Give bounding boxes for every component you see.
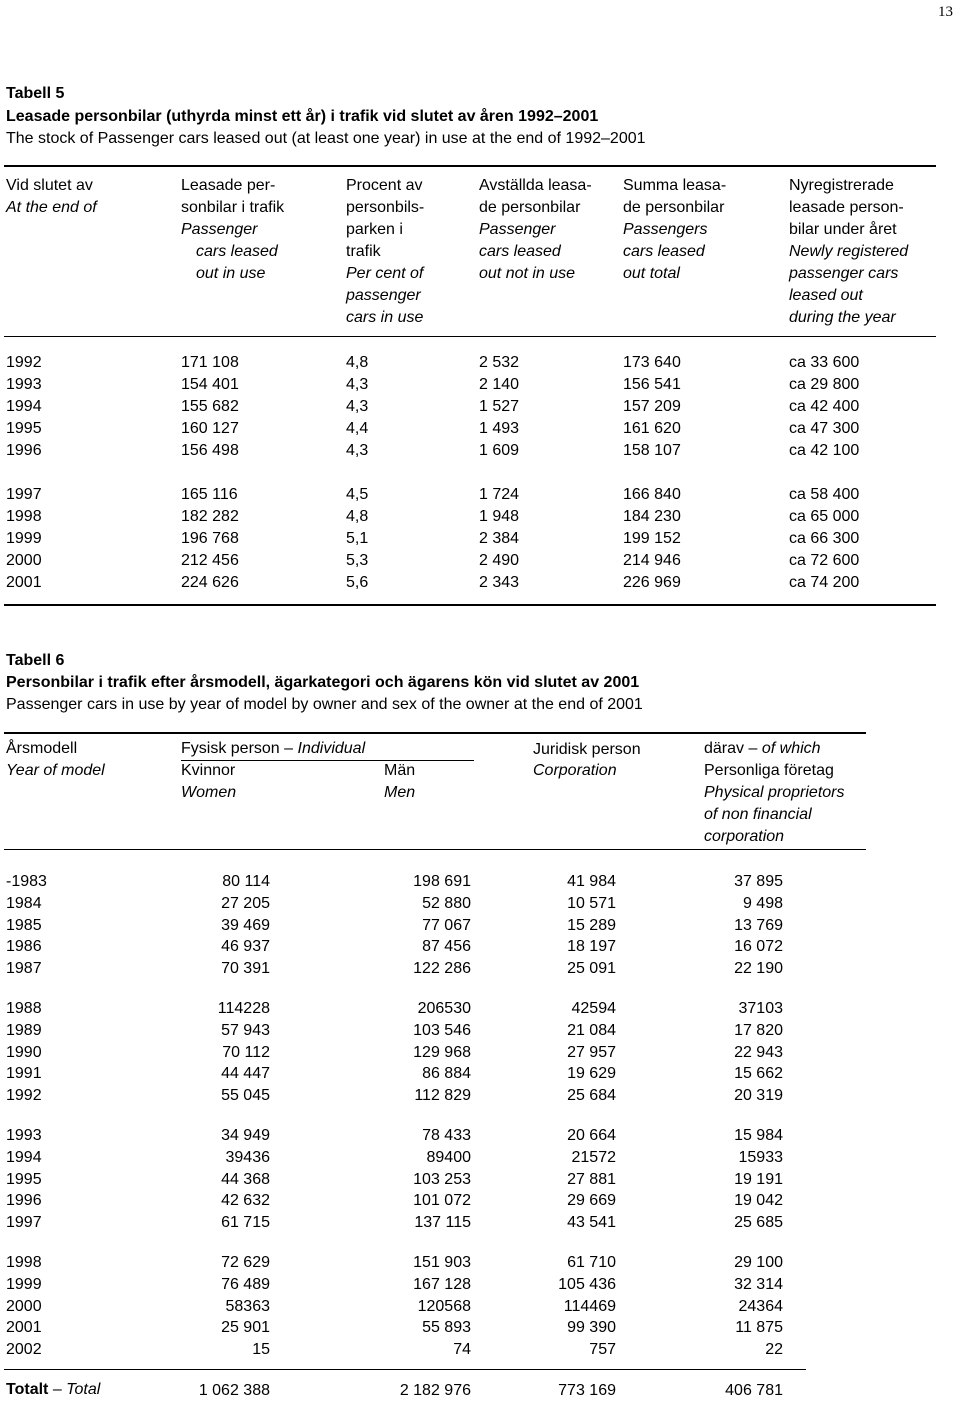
t6-row-year: -1983 xyxy=(6,873,47,890)
t6-cell: 10 571 xyxy=(567,894,616,912)
t5-row-year: 1995 xyxy=(6,420,42,437)
table6-top-rule xyxy=(4,732,866,734)
t6-total-en: Total xyxy=(66,1381,101,1398)
t6-cell: 74 xyxy=(453,1341,471,1359)
table6-title-sv: Personbilar i trafik efter årsmodell, ägarkategori och ägarens kön vid slutet av 2001 xyxy=(6,674,640,691)
table5-label: Tabell 5 xyxy=(6,85,65,102)
t5-cell: 5,6 xyxy=(346,574,369,591)
t5-col5-line5: leased out xyxy=(789,287,863,304)
t6-cell: 39436 xyxy=(225,1148,270,1166)
t6-cell: 58363 xyxy=(225,1297,270,1315)
t6-fysisk-sv: Fysisk person xyxy=(181,740,280,757)
t5-cell: 2 384 xyxy=(479,530,520,547)
table5-top-rule xyxy=(4,165,936,167)
t6-men-sv: Män xyxy=(384,762,416,779)
t6-row-year: 1990 xyxy=(6,1043,42,1061)
t6-cell: 37103 xyxy=(738,1000,783,1017)
t6-row-year: 1987 xyxy=(6,960,42,978)
t6-cell: 42594 xyxy=(571,1000,616,1017)
t6-year-sv: Årsmodell xyxy=(6,740,78,757)
t6-cell: 9 498 xyxy=(742,894,783,912)
t5-row-year: 2001 xyxy=(6,574,42,591)
t5-row-year: 1997 xyxy=(6,486,42,503)
t6-cell: 55 045 xyxy=(221,1087,270,1105)
t6-cell: 206530 xyxy=(417,1000,471,1017)
t5-cell: 161 620 xyxy=(623,420,681,437)
t6-cell: 105 436 xyxy=(558,1275,616,1293)
t5-cell: 1 609 xyxy=(479,442,520,459)
t6-fysisk-en: Individual xyxy=(297,740,366,757)
t5-col1-line1: sonbilar i trafik xyxy=(181,199,285,216)
t5-cell: ca 42 100 xyxy=(789,442,860,459)
t5-cell: 158 107 xyxy=(623,442,681,459)
t5-col4-line4: out total xyxy=(623,265,680,282)
t6-cell: 16 072 xyxy=(734,938,783,956)
t5-cell: ca 74 200 xyxy=(789,574,860,591)
t6-row-year: 1992 xyxy=(6,1087,42,1105)
t5-col2-line4: Per cent of xyxy=(346,265,424,282)
t6-row-year: 1995 xyxy=(6,1170,42,1188)
table5-title-en: The stock of Passenger cars leased out (at least one year) in use at the end of 1992–2001 xyxy=(6,130,646,147)
t6-women-en: Women xyxy=(181,784,237,801)
t5-cell: 212 456 xyxy=(181,552,239,569)
t5-col1-line0: Leasade per- xyxy=(181,177,276,194)
t6-men-en: Men xyxy=(384,784,416,801)
t6-cell: 34 949 xyxy=(221,1127,270,1144)
t6-row-year: 1989 xyxy=(6,1021,42,1039)
t5-cell: 4,3 xyxy=(346,376,369,393)
t6-row-year: 1984 xyxy=(6,894,42,912)
t5-col4-line1: de personbilar xyxy=(623,199,725,216)
t6-cell: 114469 xyxy=(563,1297,616,1315)
table5-title-sv: Leasade personbilar (uthyrda minst ett år) i trafik vid slutet av åren 1992–2001 xyxy=(6,108,599,125)
t5-col5-line2: bilar under året xyxy=(789,221,897,238)
t5-row-year: 1996 xyxy=(6,442,42,459)
t5-col3-line3: cars leased xyxy=(479,243,561,260)
t6-cell: 25 901 xyxy=(221,1319,270,1337)
t6-cell: 22 xyxy=(765,1341,783,1359)
t6-cell: 101 072 xyxy=(413,1192,471,1210)
t5-col5-line0: Nyregistrerade xyxy=(789,177,894,194)
t5-cell: 1 527 xyxy=(479,398,520,415)
t6-darav-sv: därav xyxy=(704,740,745,757)
t6-cell: 757 xyxy=(589,1341,616,1359)
t6-cell: 21572 xyxy=(571,1148,616,1166)
t6-row-year: 1993 xyxy=(6,1127,42,1144)
t6-cell: 77 067 xyxy=(422,916,471,934)
t6-juridisk-sv: Juridisk person xyxy=(533,741,641,758)
t5-cell: 4,3 xyxy=(346,442,369,459)
t5-cell: 4,8 xyxy=(346,508,369,525)
t5-cell: 157 209 xyxy=(623,398,681,415)
t5-col5-line4: passenger cars xyxy=(789,265,899,282)
t5-col5-line1: leasade person- xyxy=(789,199,904,216)
t6-cell: 20 664 xyxy=(567,1127,616,1144)
t6-cell: 57 943 xyxy=(221,1021,270,1039)
t6-darav-en: of which xyxy=(761,740,821,757)
t6-pers-sv: Personliga företag xyxy=(704,762,834,779)
t6-cell: 19 629 xyxy=(567,1065,616,1083)
t6-cell: 13 769 xyxy=(734,916,783,934)
t6-row-year: 1998 xyxy=(6,1254,42,1271)
t5-cell: 5,1 xyxy=(346,530,369,547)
t6-cell: 61 715 xyxy=(221,1214,270,1232)
t6-cell: 41 984 xyxy=(567,873,616,890)
t5-cell: ca 58 400 xyxy=(789,486,860,503)
t5-col2-line0: Procent av xyxy=(346,177,423,194)
t5-col5-line6: during the year xyxy=(789,309,896,326)
t6-cell: 151 903 xyxy=(413,1254,471,1271)
t5-col0-line0: Vid slutet av xyxy=(6,177,93,194)
t5-row-year: 1993 xyxy=(6,376,42,393)
t5-cell: 156 498 xyxy=(181,442,239,459)
t6-cell: 55 893 xyxy=(422,1319,471,1337)
t6-cell: 25 685 xyxy=(734,1214,783,1232)
t6-cell: 89400 xyxy=(426,1148,471,1166)
t5-col1-line3: cars leased xyxy=(196,243,278,260)
t5-cell: 171 108 xyxy=(181,354,239,371)
t5-row-year: 1998 xyxy=(6,508,42,525)
t6-pers-en1: Physical proprietors xyxy=(704,784,845,801)
t6-cell: 25 684 xyxy=(567,1087,616,1105)
t6-cell: 24364 xyxy=(738,1297,783,1315)
t5-col3-line1: de personbilar xyxy=(479,199,581,216)
t6-cell: 44 447 xyxy=(221,1065,270,1083)
t6-row-year: 1997 xyxy=(6,1214,42,1232)
t6-cell: 27 205 xyxy=(221,894,270,912)
t5-cell: ca 65 000 xyxy=(789,508,860,525)
t6-cell: 52 880 xyxy=(422,894,471,912)
t6-row-year: 1986 xyxy=(6,938,42,956)
t5-cell: 184 230 xyxy=(623,508,681,525)
t5-col2-line5: passenger xyxy=(346,287,421,304)
t5-cell: 2 140 xyxy=(479,376,520,393)
t6-cell: 15 xyxy=(252,1341,270,1359)
t6-cell: 18 197 xyxy=(567,938,616,956)
t5-cell: 154 401 xyxy=(181,376,239,393)
t6-cell: 19 191 xyxy=(734,1170,783,1188)
t6-pers-en3: corporation xyxy=(704,828,785,845)
t5-cell: ca 42 400 xyxy=(789,398,860,415)
t5-cell: 4,5 xyxy=(346,486,369,503)
t5-col2-line1: personbils- xyxy=(346,199,425,216)
t6-juridisk-en: Corporation xyxy=(533,762,617,779)
t5-col4-line3: cars leased xyxy=(623,243,705,260)
t5-cell: 173 640 xyxy=(623,354,681,371)
t6-cell: 61 710 xyxy=(567,1254,616,1271)
t5-cell: 4,3 xyxy=(346,398,369,415)
t5-cell: ca 47 300 xyxy=(789,420,860,437)
t5-col3-line0: Avställda leasa- xyxy=(479,177,592,194)
t6-cell: 120568 xyxy=(417,1297,471,1315)
t6-cell: 114228 xyxy=(217,1000,270,1017)
t5-cell: 156 541 xyxy=(623,376,681,393)
t5-cell: 165 116 xyxy=(181,486,238,503)
t6-cell: 137 115 xyxy=(414,1214,471,1232)
t6-row-year: 2002 xyxy=(6,1341,42,1359)
t6-cell: 103 253 xyxy=(413,1170,471,1188)
t5-row-year: 1992 xyxy=(6,354,42,371)
t6-cell: 27 881 xyxy=(567,1170,616,1188)
t5-cell: 182 282 xyxy=(181,508,239,525)
t6-cell: 22 190 xyxy=(734,960,783,978)
t6-cell: 43 541 xyxy=(567,1214,616,1232)
t5-cell: ca 33 600 xyxy=(789,354,860,371)
t5-cell: 2 532 xyxy=(479,354,520,371)
t6-row-year: 1994 xyxy=(6,1148,42,1166)
t6-cell: 29 669 xyxy=(567,1192,616,1210)
t6-cell: 70 112 xyxy=(222,1043,270,1061)
t6-cell: 44 368 xyxy=(221,1170,270,1188)
t6-cell: 25 091 xyxy=(567,960,616,978)
t5-cell: ca 66 300 xyxy=(789,530,860,547)
t6-row-year: 1985 xyxy=(6,916,42,934)
t6-row-year: 2000 xyxy=(6,1297,42,1315)
t5-col3-line2: Passenger xyxy=(479,221,556,238)
t6-total-cell: 773 169 xyxy=(558,1382,616,1399)
t6-total-cell: 2 182 976 xyxy=(399,1382,471,1399)
t5-col0-line1: At the end of xyxy=(6,199,97,216)
t5-row-year: 1994 xyxy=(6,398,42,415)
t6-cell: 15 662 xyxy=(734,1065,783,1083)
table5-header-rule xyxy=(4,336,936,337)
t5-cell: 155 682 xyxy=(181,398,239,415)
table6-label: Tabell 6 xyxy=(6,652,65,669)
t5-cell: 224 626 xyxy=(181,574,239,591)
t6-cell: 20 319 xyxy=(734,1087,783,1105)
t5-cell: 1 493 xyxy=(479,420,520,437)
t6-row-year: 1991 xyxy=(6,1065,42,1083)
t6-women-sv: Kvinnor xyxy=(181,762,236,779)
table5-bottom-rule xyxy=(4,604,936,606)
t6-total-sv: Totalt xyxy=(6,1381,49,1398)
t5-cell: 4,4 xyxy=(346,420,369,437)
t6-cell: 17 820 xyxy=(734,1021,783,1039)
t5-col2-line3: trafik xyxy=(346,243,381,260)
t5-row-year: 2000 xyxy=(6,552,42,569)
t6-cell: 27 957 xyxy=(567,1043,616,1061)
table6-title-en: Passenger cars in use by year of model by owner and sex of the owner at the end of 2001 xyxy=(6,696,643,713)
t6-cell: 15 289 xyxy=(567,916,616,934)
t5-cell: 5,3 xyxy=(346,552,369,569)
t6-cell: 11 875 xyxy=(735,1319,783,1337)
t6-cell: 15933 xyxy=(738,1148,783,1166)
t6-total-cell: 1 062 388 xyxy=(198,1382,270,1399)
t6-cell: 22 943 xyxy=(734,1043,783,1061)
t5-cell: 199 152 xyxy=(623,530,681,547)
t5-cell: 160 127 xyxy=(181,420,239,437)
t6-row-year: 2001 xyxy=(6,1319,42,1337)
t5-cell: 196 768 xyxy=(181,530,239,547)
t5-col1-line2: Passenger xyxy=(181,221,258,238)
t6-cell: 37 895 xyxy=(734,873,783,890)
t6-cell: 78 433 xyxy=(422,1127,471,1144)
t6-darav-dash: – xyxy=(748,740,758,757)
t6-cell: 72 629 xyxy=(221,1254,270,1271)
t5-cell: 226 969 xyxy=(623,574,681,591)
t5-cell: 2 490 xyxy=(479,552,520,569)
t5-row-year: 1999 xyxy=(6,530,42,547)
t5-col1-line4: out in use xyxy=(196,265,266,282)
t5-cell: 4,8 xyxy=(346,354,369,371)
t6-pers-en2: of non financial xyxy=(704,806,812,823)
t6-cell: 167 128 xyxy=(413,1275,471,1293)
t5-cell: ca 29 800 xyxy=(789,376,860,393)
t5-col4-line2: Passengers xyxy=(623,221,708,238)
t6-fysisk-dash: – xyxy=(284,740,294,757)
t6-year-en: Year of model xyxy=(6,762,105,779)
t5-cell: 2 343 xyxy=(479,574,520,591)
t6-cell: 42 632 xyxy=(221,1192,270,1210)
t6-row-year: 1988 xyxy=(6,1000,42,1017)
t6-cell: 21 084 xyxy=(567,1021,616,1039)
t5-cell: ca 72 600 xyxy=(789,552,860,569)
t6-total-label xyxy=(6,1380,100,1400)
t6-cell: 198 691 xyxy=(413,873,471,890)
table6-total-rule xyxy=(4,1369,806,1370)
t5-col2-line6: cars in use xyxy=(346,309,424,326)
t6-cell: 87 456 xyxy=(422,938,471,956)
t6-fysisk-heading xyxy=(181,739,365,759)
t6-cell: 112 829 xyxy=(414,1087,471,1105)
t6-row-year: 1996 xyxy=(6,1192,42,1210)
t5-cell: 1 724 xyxy=(479,486,520,503)
t6-cell: 46 937 xyxy=(221,938,270,956)
t6-cell: 70 391 xyxy=(221,960,270,978)
t6-cell: 15 984 xyxy=(734,1127,783,1144)
t6-cell: 99 390 xyxy=(567,1319,616,1337)
t5-col3-line4: out not in use xyxy=(479,265,576,282)
t5-col2-line2: parken i xyxy=(346,221,403,238)
t6-darav-heading xyxy=(704,739,821,759)
page-number: 13 xyxy=(938,4,953,20)
t5-cell: 214 946 xyxy=(623,552,681,569)
t6-total-dash: – xyxy=(52,1381,62,1398)
t6-total-cell: 406 781 xyxy=(725,1382,783,1399)
t6-cell: 122 286 xyxy=(413,960,471,978)
t5-col4-line0: Summa leasa- xyxy=(623,177,727,194)
t6-cell: 80 114 xyxy=(222,873,270,890)
t5-col5-line3: Newly registered xyxy=(789,243,909,260)
t5-cell: 166 840 xyxy=(623,486,681,503)
t6-cell: 19 042 xyxy=(734,1192,783,1210)
t6-cell: 129 968 xyxy=(413,1043,471,1061)
t6-row-year: 1999 xyxy=(6,1275,42,1293)
t6-cell: 29 100 xyxy=(734,1254,783,1271)
t6-cell: 103 546 xyxy=(413,1021,471,1039)
t6-cell: 76 489 xyxy=(221,1275,270,1293)
t5-cell: 1 948 xyxy=(479,508,520,525)
t6-cell: 39 469 xyxy=(221,916,270,934)
table6-header-rule xyxy=(4,849,866,850)
t6-cell: 86 884 xyxy=(422,1065,471,1083)
t6-cell: 32 314 xyxy=(734,1275,783,1293)
